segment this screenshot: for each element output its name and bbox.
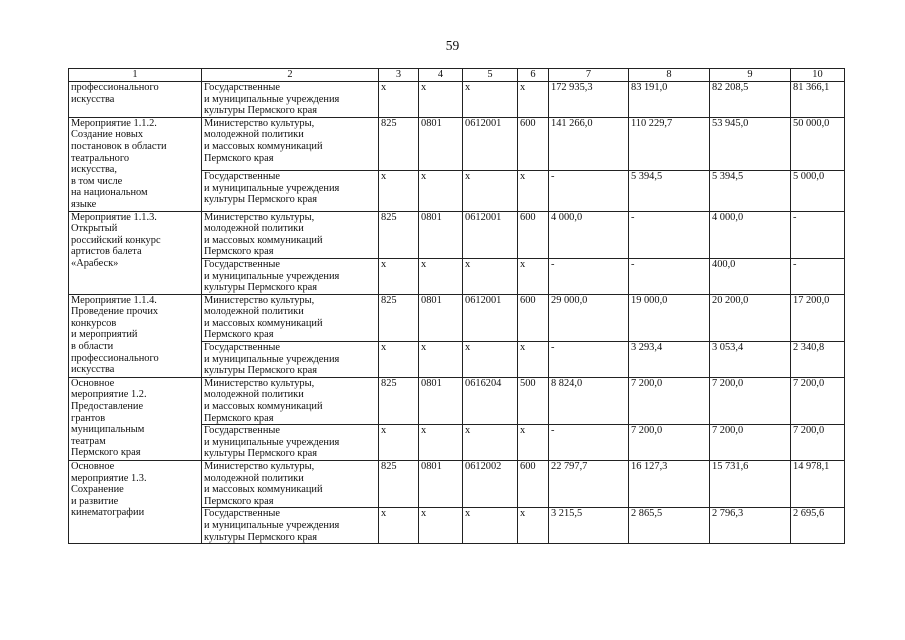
table-cell: 14 978,1	[791, 461, 845, 508]
column-header: 3	[379, 69, 419, 82]
table-cell: 19 000,0	[629, 294, 710, 341]
table-cell: 4 000,0	[549, 211, 629, 258]
executor-cell: Министерство культуры, молодежной политики и массовых коммуникаций Пермского края	[202, 294, 379, 341]
table-row	[69, 211, 845, 258]
table-cell: 3 053,4	[710, 342, 791, 378]
table-cell: -	[629, 211, 710, 258]
table-cell: 5 394,5	[629, 171, 710, 211]
table-row	[69, 461, 845, 508]
budget-table	[68, 68, 845, 544]
table-cell: 5 000,0	[791, 171, 845, 211]
table-cell: 825	[379, 211, 419, 258]
table-cell: 3 215,5	[549, 508, 629, 544]
table-cell: 0801	[419, 117, 463, 170]
executor-cell: Министерство культуры, молодежной политики и массовых коммуникаций Пермского края	[202, 461, 379, 508]
table-cell: 5 394,5	[710, 171, 791, 211]
table-cell: 400,0	[710, 258, 791, 294]
executor-cell: Министерство культуры, молодежной политики и массовых коммуникаций Пермского края	[202, 377, 379, 424]
table-cell: -	[549, 258, 629, 294]
table-cell: 825	[379, 294, 419, 341]
activity-name-cell: Основное мероприятие 1.3. Сохранение и развитие кинематографии	[69, 461, 202, 544]
table-cell: 0612002	[463, 461, 518, 508]
table-cell: 0612001	[463, 294, 518, 341]
table-cell: х	[518, 342, 549, 378]
table-cell: х	[379, 82, 419, 118]
table-cell: 2 695,6	[791, 508, 845, 544]
table-cell: 0616204	[463, 377, 518, 424]
table-cell: -	[549, 425, 629, 461]
table-cell: 53 945,0	[710, 117, 791, 170]
table-cell: х	[419, 82, 463, 118]
table-row	[69, 82, 845, 118]
table-row	[69, 294, 845, 341]
table-cell: 7 200,0	[791, 377, 845, 424]
table-cell: 825	[379, 461, 419, 508]
executor-cell: Министерство культуры, молодежной политики и массовых коммуникаций Пермского края	[202, 211, 379, 258]
table-cell: 0612001	[463, 117, 518, 170]
table-cell: х	[518, 258, 549, 294]
table-cell: 2 340,8	[791, 342, 845, 378]
activity-name-cell: Мероприятие 1.1.4. Проведение прочих конкурсов и мероприятий в области профессионального искусства	[69, 294, 202, 377]
table-cell: х	[379, 342, 419, 378]
table-cell: х	[518, 508, 549, 544]
table-cell: 7 200,0	[710, 377, 791, 424]
table-cell: 3 293,4	[629, 342, 710, 378]
table-cell: х	[518, 82, 549, 118]
executor-cell: Государственные и муниципальные учреждения культуры Пермского края	[202, 508, 379, 544]
table-cell: 7 200,0	[629, 377, 710, 424]
table-cell: 4 000,0	[710, 211, 791, 258]
column-header: 1	[69, 69, 202, 82]
table-cell: 500	[518, 377, 549, 424]
activity-name-cell: Мероприятие 1.1.3. Открытый российский конкурс артистов балета «Арабеск»	[69, 211, 202, 294]
table-cell: 110 229,7	[629, 117, 710, 170]
table-cell: 0612001	[463, 211, 518, 258]
table-cell: х	[463, 508, 518, 544]
table-cell: х	[379, 508, 419, 544]
table-cell: х	[419, 342, 463, 378]
executor-cell: Государственные и муниципальные учреждения культуры Пермского края	[202, 258, 379, 294]
table-cell: 50 000,0	[791, 117, 845, 170]
table-cell: х	[419, 425, 463, 461]
table-cell: х	[419, 171, 463, 211]
column-header: 5	[463, 69, 518, 82]
activity-name-cell: Основное мероприятие 1.2. Предоставление грантов муниципальным театрам Пермского края	[69, 377, 202, 460]
table-cell: х	[518, 425, 549, 461]
table-cell: 0801	[419, 211, 463, 258]
table-cell: х	[379, 425, 419, 461]
table-cell: -	[791, 211, 845, 258]
table-cell: 600	[518, 211, 549, 258]
table-cell: 172 935,3	[549, 82, 629, 118]
executor-cell: Министерство культуры, молодежной политики и массовых коммуникаций Пермского края	[202, 117, 379, 170]
table-cell: х	[379, 171, 419, 211]
table-cell: 83 191,0	[629, 82, 710, 118]
executor-cell: Государственные и муниципальные учреждения культуры Пермского края	[202, 342, 379, 378]
table-cell: х	[463, 342, 518, 378]
table-cell: х	[379, 258, 419, 294]
table-cell: 825	[379, 377, 419, 424]
table-row	[69, 377, 845, 424]
activity-name-cell: профессионального искусства	[69, 82, 202, 118]
table-cell: 600	[518, 461, 549, 508]
table-cell: 16 127,3	[629, 461, 710, 508]
column-header: 6	[518, 69, 549, 82]
table-cell: 15 731,6	[710, 461, 791, 508]
table-cell: 20 200,0	[710, 294, 791, 341]
table-cell: 825	[379, 117, 419, 170]
page-number: 59	[445, 38, 460, 53]
column-header: 9	[710, 69, 791, 82]
table-cell: х	[463, 171, 518, 211]
table-cell: х	[463, 258, 518, 294]
table-cell: 8 824,0	[549, 377, 629, 424]
executor-cell: Государственные и муниципальные учреждения культуры Пермского края	[202, 171, 379, 211]
column-header: 7	[549, 69, 629, 82]
table-cell: 82 208,5	[710, 82, 791, 118]
table-cell: 22 797,7	[549, 461, 629, 508]
executor-cell: Государственные и муниципальные учреждения культуры Пермского края	[202, 82, 379, 118]
table-cell: х	[463, 82, 518, 118]
table-cell: -	[791, 258, 845, 294]
activity-name-cell: Мероприятие 1.1.2. Создание новых постановок в области театрального искусства, в том числе на национальном языке	[69, 117, 202, 211]
table-body	[69, 69, 845, 544]
table-cell: 7 200,0	[791, 425, 845, 461]
table-cell: -	[549, 171, 629, 211]
table-cell: 2 796,3	[710, 508, 791, 544]
column-header: 8	[629, 69, 710, 82]
table-cell: х	[518, 171, 549, 211]
table-cell: 2 865,5	[629, 508, 710, 544]
table-cell: х	[463, 425, 518, 461]
column-header: 10	[791, 69, 845, 82]
table-cell: 600	[518, 294, 549, 341]
table-cell: 7 200,0	[629, 425, 710, 461]
executor-cell: Государственные и муниципальные учреждения культуры Пермского края	[202, 425, 379, 461]
table-cell: 81 366,1	[791, 82, 845, 118]
table-cell: 600	[518, 117, 549, 170]
table-cell: 29 000,0	[549, 294, 629, 341]
table-cell: -	[549, 342, 629, 378]
column-number-row	[69, 69, 845, 82]
table-row	[69, 117, 845, 170]
column-header: 2	[202, 69, 379, 82]
table-cell: 0801	[419, 377, 463, 424]
table-cell: х	[419, 258, 463, 294]
table-cell: 17 200,0	[791, 294, 845, 341]
column-header: 4	[419, 69, 463, 82]
table-cell: х	[419, 508, 463, 544]
table-cell: 7 200,0	[710, 425, 791, 461]
table-cell: -	[629, 258, 710, 294]
table-cell: 0801	[419, 294, 463, 341]
table-cell: 141 266,0	[549, 117, 629, 170]
table-cell: 0801	[419, 461, 463, 508]
